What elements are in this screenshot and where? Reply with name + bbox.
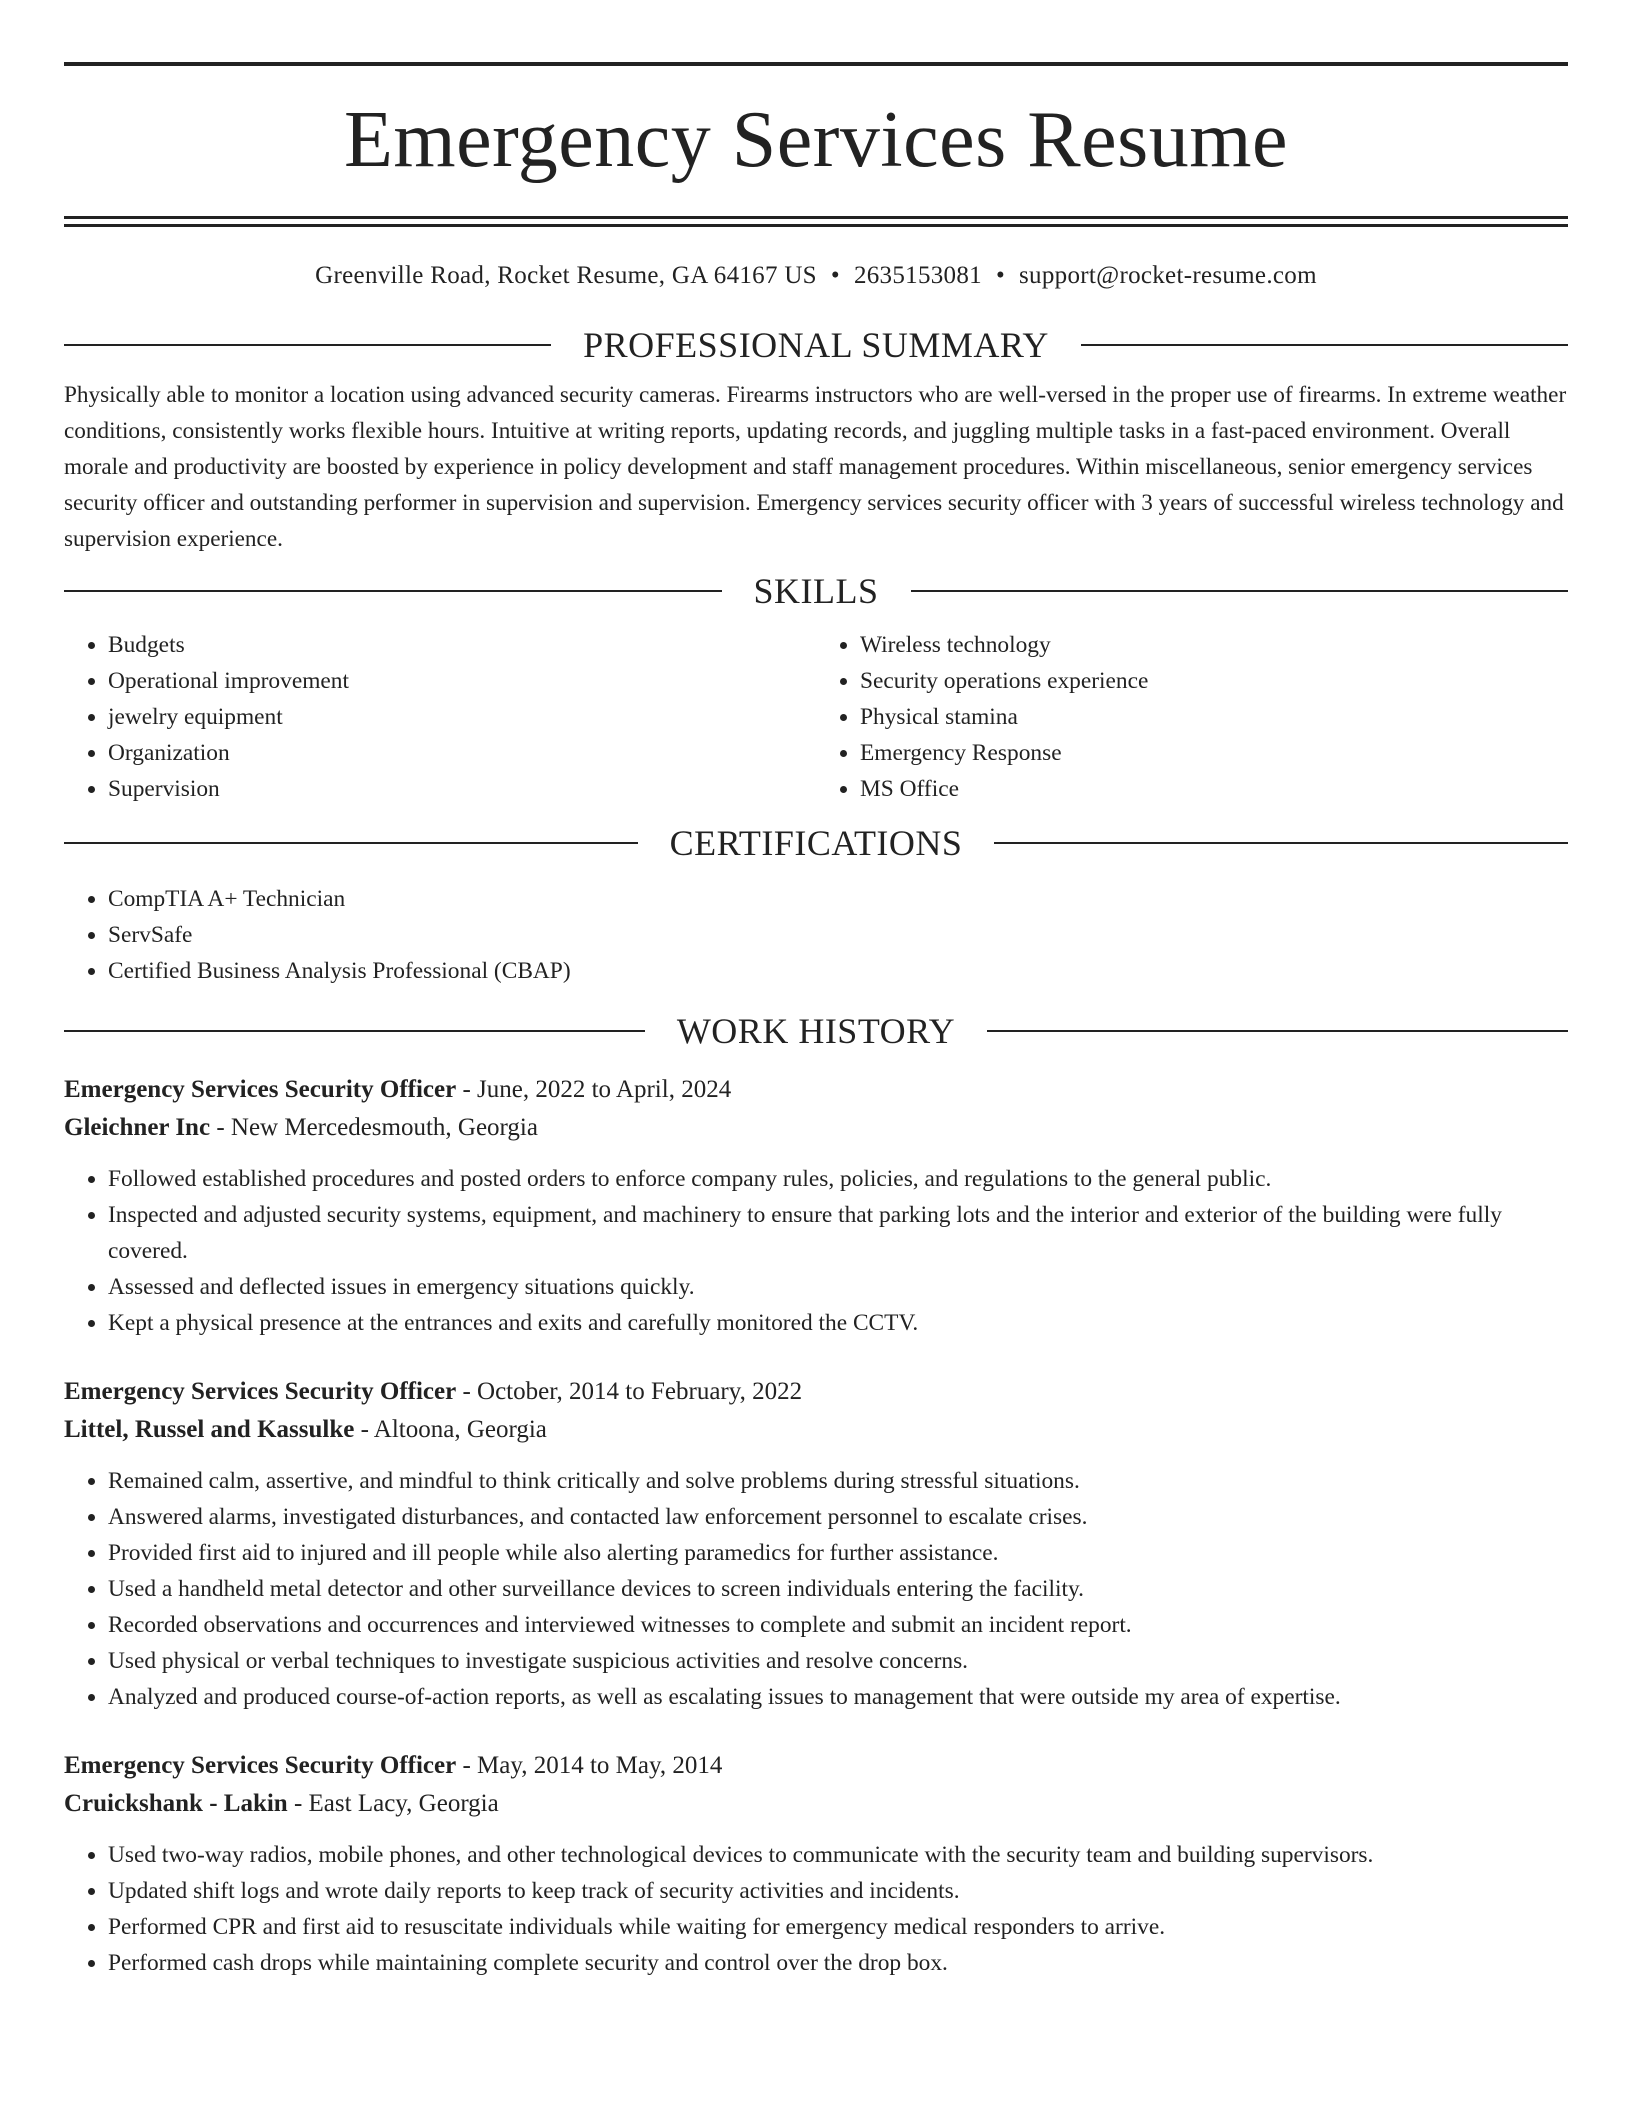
job-dates: October, 2014 to February, 2022	[477, 1378, 803, 1405]
job-bullet: • Used physical or verbal techniques to investigate suspicious activities and resolve concerns.	[108, 1643, 1568, 1679]
job-bullets	[64, 1463, 1568, 1715]
job-company: Littel, Russel and Kassulke	[64, 1416, 355, 1443]
job-bullet: • Answered alarms, investigated disturbances, and contacted law enforcement personnel to escalate crises.	[108, 1499, 1568, 1535]
heading-rule-left	[64, 842, 638, 844]
job-bullet: • Analyzed and produced course-of-action reports, as well as escalating issues to management that were outside my area of expertise.	[108, 1679, 1568, 1715]
job-title: Emergency Services Security Officer	[64, 1378, 457, 1405]
heading-rule-left	[64, 344, 551, 346]
job-bullet: • Assessed and deflected issues in emergency situations quickly.	[108, 1269, 1568, 1305]
job-title-line: Emergency Services Security Officer - May, 2014 to May, 2014	[64, 1752, 723, 1779]
certifications-section-heading	[64, 821, 1568, 865]
job-bullet: • Updated shift logs and wrote daily reports to keep track of security activities and incidents.	[108, 1873, 1568, 1909]
job-bullet: • Kept a physical presence at the entrances and exits and carefully monitored the CCTV.	[108, 1305, 1568, 1341]
heading-rule-right	[911, 590, 1569, 592]
job-title-line: Emergency Services Security Officer - June, 2022 to April, 2024	[64, 1076, 732, 1103]
skill-item: • Operational improvement	[108, 663, 816, 699]
job-bullet: • Performed cash drops while maintaining complete security and control over the drop box.	[108, 1945, 1568, 1981]
contact-separator: •	[830, 262, 840, 289]
section-title: WORK HISTORY	[676, 1011, 956, 1051]
job-title: Emergency Services Security Officer	[64, 1076, 457, 1103]
skill-item: • jewelry equipment	[108, 699, 816, 735]
job-bullet: • Used a handheld metal detector and other surveillance devices to screen individuals entering the facility.	[108, 1571, 1568, 1607]
job-dates: May, 2014 to May, 2014	[477, 1752, 723, 1779]
heading-rule-right	[1081, 344, 1568, 346]
job-company-line: Cruickshank - Lakin - East Lacy, Georgia	[64, 1790, 499, 1817]
job-bullet: • Remained calm, assertive, and mindful to think critically and solve problems during stressful situations.	[108, 1463, 1568, 1499]
job-company-line: Littel, Russel and Kassulke - Altoona, Georgia	[64, 1416, 547, 1443]
job-location: Altoona, Georgia	[373, 1416, 547, 1443]
skills-section-heading	[64, 569, 1568, 613]
skill-item: • MS Office	[860, 771, 1568, 807]
top-rule	[64, 62, 1568, 66]
title-double-rule	[64, 216, 1568, 227]
job-title: Emergency Services Security Officer	[64, 1752, 457, 1779]
contact-email: support@rocket-resume.com	[1019, 262, 1317, 289]
job-bullet: • Recorded observations and occurrences and interviewed witnesses to complete and submit an incident report.	[108, 1607, 1568, 1643]
job-bullet: • Performed CPR and first aid to resuscitate individuals while waiting for emergency medical responders to arrive.	[108, 1909, 1568, 1945]
section-title: PROFESSIONAL SUMMARY	[583, 325, 1049, 365]
heading-rule-left	[64, 590, 722, 592]
job-bullet: • Provided first aid to injured and ill people while also alerting paramedics for further assistance.	[108, 1535, 1568, 1571]
skills-list-right	[816, 627, 1568, 807]
summary-text: Physically able to monitor a location using advanced security cameras. Firearms instructors who are well-versed in the proper use of firearms. In extreme weather conditions, consistently works flexible hours. Intuitive at writing reports, updating records, and juggling multiple tasks in a fast-paced environment. Overall morale and productivity are boosted by experience in policy development and staff management procedures. Within miscellaneous, senior emergency services security officer and outstanding performer in supervision and supervision. Emergency services security officer with 3 years of successful wireless technology and supervision experience.	[64, 382, 1567, 552]
skills-list-left	[64, 627, 816, 807]
contact-phone: 2635153081	[853, 262, 982, 289]
heading-rule-left	[64, 1030, 645, 1032]
job-company: Gleichner Inc	[64, 1114, 211, 1141]
job-entry	[64, 1747, 1568, 1981]
job-company-line: Gleichner Inc - New Mercedesmouth, Georgia	[64, 1114, 538, 1141]
certifications-list	[64, 881, 1568, 989]
job-bullets	[64, 1837, 1568, 1981]
summary-section-heading	[64, 323, 1568, 367]
heading-rule-right	[994, 842, 1568, 844]
contact-line	[64, 261, 1568, 291]
skill-item: • Security operations experience	[860, 663, 1568, 699]
certification-item: • ServSafe	[108, 917, 1568, 953]
skill-item: • Physical stamina	[860, 699, 1568, 735]
section-title: SKILLS	[753, 571, 879, 611]
section-title: CERTIFICATIONS	[669, 823, 963, 863]
job-dates: June, 2022 to April, 2024	[477, 1076, 732, 1103]
skills-columns	[64, 627, 1568, 807]
skill-item: • Budgets	[108, 627, 816, 663]
contact-address: Greenville Road, Rocket Resume, GA 64167 US	[315, 262, 817, 289]
job-location: East Lacy, Georgia	[308, 1790, 499, 1817]
job-company: Cruickshank - Lakin	[64, 1790, 288, 1817]
job-bullets	[64, 1161, 1568, 1341]
job-bullet: • Inspected and adjusted security systems, equipment, and machinery to ensure that parking lots and the interior and exterior of the building were fully covered.	[108, 1197, 1568, 1269]
skill-item: • Emergency Response	[860, 735, 1568, 771]
certification-item: • CompTIA A+ Technician	[108, 881, 1568, 917]
contact-separator: •	[995, 262, 1006, 289]
skill-item: • Supervision	[108, 771, 816, 807]
page-title: Emergency Services Resume	[343, 96, 1289, 184]
job-title-line: Emergency Services Security Officer - October, 2014 to February, 2022	[64, 1378, 803, 1405]
certification-item: • Certified Business Analysis Professional (CBAP)	[108, 953, 1568, 989]
job-entry	[64, 1071, 1568, 1341]
job-bullet: • Followed established procedures and posted orders to enforce company rules, policies, and regulations to the general public.	[108, 1161, 1568, 1197]
skill-item: • Organization	[108, 735, 816, 771]
work-history-section-heading	[64, 1009, 1568, 1053]
job-bullet: • Used two-way radios, mobile phones, and other technological devices to communicate with the security team and building supervisors.	[108, 1837, 1568, 1873]
skill-item: • Wireless technology	[860, 627, 1568, 663]
heading-rule-right	[987, 1030, 1568, 1032]
resume-page	[64, 0, 1568, 1981]
job-entry	[64, 1373, 1568, 1715]
job-location: New Mercedesmouth, Georgia	[230, 1114, 538, 1141]
